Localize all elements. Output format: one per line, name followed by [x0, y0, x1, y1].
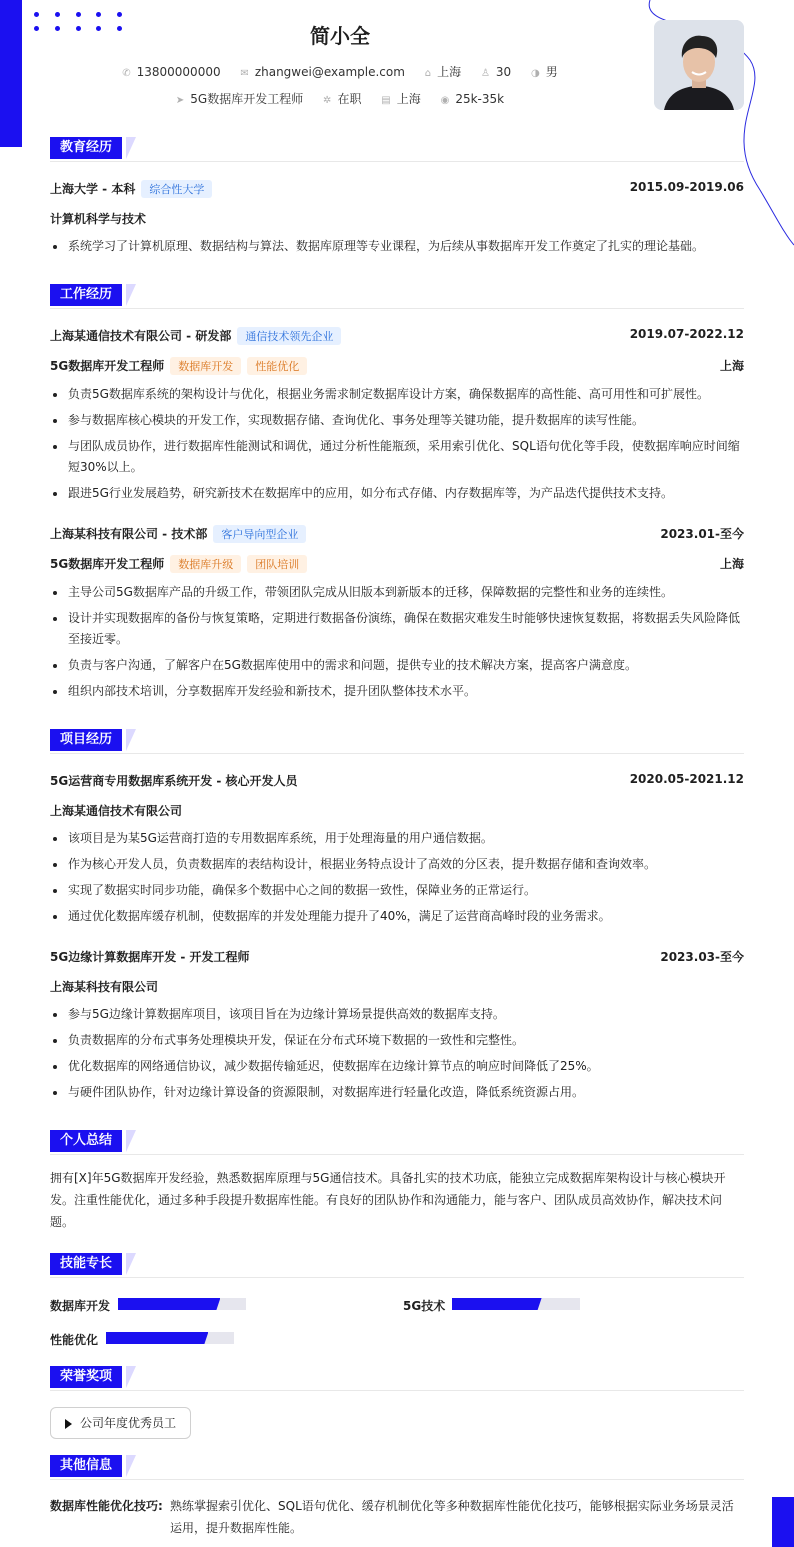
role-title: 5G数据库开发工程师	[50, 359, 165, 373]
gender: 男	[545, 65, 558, 79]
company-name: 上海某通信技术有限公司 - 研发部	[50, 329, 232, 343]
list-item: 作为核心开发人员，负责数据库的表结构设计，根据业务特点设计了高效的分区表，提升数据存储和查询效率。	[50, 854, 744, 875]
company-tag: 通信技术领先企业	[237, 327, 341, 345]
skill-bar-fill	[118, 1298, 220, 1310]
work-city: 上海	[719, 557, 744, 571]
list-item: 参与5G边缘计算数据库项目，该项目旨在为边缘计算场景提供高效的数据库支持。	[50, 1004, 744, 1025]
section-other-header	[50, 1455, 744, 1480]
award-label: 公司年度优秀员工	[80, 1416, 177, 1430]
role-tag: 性能优化	[247, 357, 307, 375]
work-city: 上海	[719, 359, 744, 373]
summary-text: 拥有[X]年5G数据库开发经验，熟悉数据库原理与5G通信技术。具备扎实的技术功底，能独立完成数据库架构设计与核心模块开发。注重性能优化，通过多种手段提升数据库性能。有良好的团队协作和沟通能力，能与客户、团队成员高效协作，解决技术问题。	[50, 1171, 726, 1229]
other-label: 数据库性能优化技巧:	[50, 1499, 163, 1513]
project-title-row	[50, 948, 744, 965]
section-summary-header	[50, 1130, 744, 1155]
intent-line	[0, 90, 680, 107]
status-icon: ✲	[323, 95, 332, 106]
project-title: 5G运营商专用数据库系统开发 - 核心开发人员	[50, 774, 298, 788]
list-item: 实现了数据实时同步功能，确保多个数据中心之间的数据一致性，保障业务的正常运行。	[50, 880, 744, 901]
skill-bar	[452, 1298, 580, 1310]
role-tag: 数据库升级	[170, 555, 241, 573]
list-item: 与团队成员协作，进行数据库性能测试和调优，通过分析性能瓶颈，采用索引优化、SQL语句优化等手段，使数据库响应时间缩短30%以上。	[50, 436, 744, 478]
section-education-header	[50, 137, 744, 162]
play-icon	[65, 1419, 72, 1429]
education-period: 2015.09-2019.06	[629, 180, 744, 194]
project-title: 5G边缘计算数据库开发 - 开发工程师	[50, 950, 250, 964]
salary-icon: ◉	[440, 95, 450, 106]
skill-bar-fill	[106, 1332, 208, 1344]
section-title: 教育经历	[50, 137, 122, 159]
project-bullets	[50, 1004, 744, 1108]
project-company: 上海某科技有限公司	[50, 980, 159, 994]
section-projects-header	[50, 729, 744, 754]
list-item: 优化数据库的网络通信协议，减少数据传输延迟，使数据库在边缘计算节点的响应时间降低了25%。	[50, 1056, 744, 1077]
skill-bar-fill	[452, 1298, 542, 1310]
section-title: 技能专长	[50, 1253, 122, 1275]
education-bullets	[50, 236, 744, 262]
section-title: 其他信息	[50, 1455, 122, 1477]
work-bullets	[50, 582, 744, 707]
candidate-name: 简小全	[310, 24, 370, 48]
list-item: 主导公司5G数据库产品的升级工作，带领团队完成从旧版本到新版本的迁移，保障数据的完整性和业务的连续性。	[50, 582, 744, 603]
mail-icon: ✉	[240, 68, 249, 79]
gender-icon: ◑	[531, 68, 540, 79]
list-item: 负责数据库的分布式事务处理模块开发，保证在分布式环境下数据的一致性和完整性。	[50, 1030, 744, 1051]
project-period: 2023.03-至今	[660, 950, 744, 964]
section-title: 荣誉奖项	[50, 1366, 122, 1388]
target-role: 5G数据库开发工程师	[190, 92, 304, 106]
location: 上海	[437, 65, 462, 79]
work-period: 2019.07-2022.12	[629, 327, 744, 341]
company-name: 上海某科技有限公司 - 技术部	[50, 527, 208, 541]
skill-name: 5G技术	[403, 1299, 446, 1313]
skill-name: 性能优化	[50, 1333, 99, 1347]
section-title: 项目经历	[50, 729, 122, 751]
education-row	[50, 180, 744, 198]
target-city: 上海	[396, 92, 421, 106]
age-icon: ♙	[480, 68, 490, 79]
section-awards-header	[50, 1366, 744, 1391]
section-work-header	[50, 284, 744, 309]
work-period: 2023.01-至今	[660, 527, 744, 541]
role-tag: 数据库开发	[170, 357, 241, 375]
salary: 25k-35k	[455, 92, 505, 106]
list-item: 通过优化数据库缓存机制，使数据库的并发处理能力提升了40%，满足了运营商高峰时段的业务需求。	[50, 906, 744, 927]
project-bullets	[50, 828, 744, 932]
contact-line	[0, 63, 680, 80]
skill-name: 数据库开发	[50, 1299, 111, 1313]
other-value: 熟练掌握索引优化、SQL语句优化、缓存机制优化等多种数据库性能优化技巧，能够根据实际业务场景灵活运用，提升数据库性能。	[170, 1499, 734, 1535]
skill-bar	[106, 1332, 234, 1344]
skill-bar	[118, 1298, 246, 1310]
company-tag: 客户导向型企业	[213, 525, 306, 543]
profile-photo	[654, 20, 744, 110]
major: 计算机科学与技术	[50, 212, 147, 226]
phone: 13800000000	[136, 65, 221, 79]
job-status: 在职	[337, 92, 362, 106]
list-item: 负责与客户沟通，了解客户在5G数据库使用中的需求和问题，提供专业的技术解决方案，提高客户满意度。	[50, 655, 744, 676]
project-company: 上海某通信技术有限公司	[50, 804, 183, 818]
send-icon: ➤	[175, 95, 185, 106]
section-skills-header	[50, 1253, 744, 1278]
email: zhangwei@example.com	[254, 65, 405, 79]
work-bullets	[50, 384, 744, 509]
work-role-row	[50, 555, 744, 573]
list-item: 负责5G数据库系统的架构设计与优化，根据业务需求制定数据库设计方案，确保数据库的高性能、高可用性和可扩展性。	[50, 384, 744, 405]
phone-icon: ✆	[122, 68, 131, 79]
list-item: 跟进5G行业发展趋势，研究新技术在数据库中的应用，如分布式存储、内存数据库等，为产品迭代提供技术支持。	[50, 483, 744, 504]
work-role-row	[50, 357, 744, 375]
building-icon: ▤	[381, 95, 391, 106]
work-company-row	[50, 525, 744, 543]
project-period: 2020.05-2021.12	[629, 772, 744, 786]
list-item: 设计并实现数据库的备份与恢复策略，定期进行数据备份演练，确保在数据灾难发生时能够快速恢复数据，将数据丢失风险降低至接近零。	[50, 608, 744, 650]
school-tag: 综合性大学	[141, 180, 212, 198]
school-name: 上海大学 - 本科	[50, 182, 136, 196]
section-title: 个人总结	[50, 1130, 122, 1152]
accent-bar-right	[772, 1497, 794, 1547]
list-item: 系统学习了计算机原理、数据结构与算法、数据库原理等专业课程，为后续从事数据库开发工作奠定了扎实的理论基础。	[50, 236, 744, 257]
list-item: 参与数据库核心模块的开发工作，实现数据存储、查询优化、事务处理等关键功能，提升数据库的读写性能。	[50, 410, 744, 431]
role-title: 5G数据库开发工程师	[50, 557, 165, 571]
project-title-row	[50, 772, 744, 789]
list-item: 组织内部技术培训，分享数据库开发经验和新技术，提升团队整体技术水平。	[50, 681, 744, 702]
role-tag: 团队培训	[247, 555, 307, 573]
home-icon: ⌂	[424, 68, 432, 79]
section-title: 工作经历	[50, 284, 122, 306]
award-item	[50, 1407, 191, 1439]
age: 30	[495, 65, 512, 79]
work-company-row	[50, 327, 744, 345]
list-item: 与硬件团队协作，针对边缘计算设备的资源限制，对数据库进行轻量化改造，降低系统资源占用。	[50, 1082, 744, 1103]
list-item: 该项目是为某5G运营商打造的专用数据库系统，用于处理海量的用户通信数据。	[50, 828, 744, 849]
